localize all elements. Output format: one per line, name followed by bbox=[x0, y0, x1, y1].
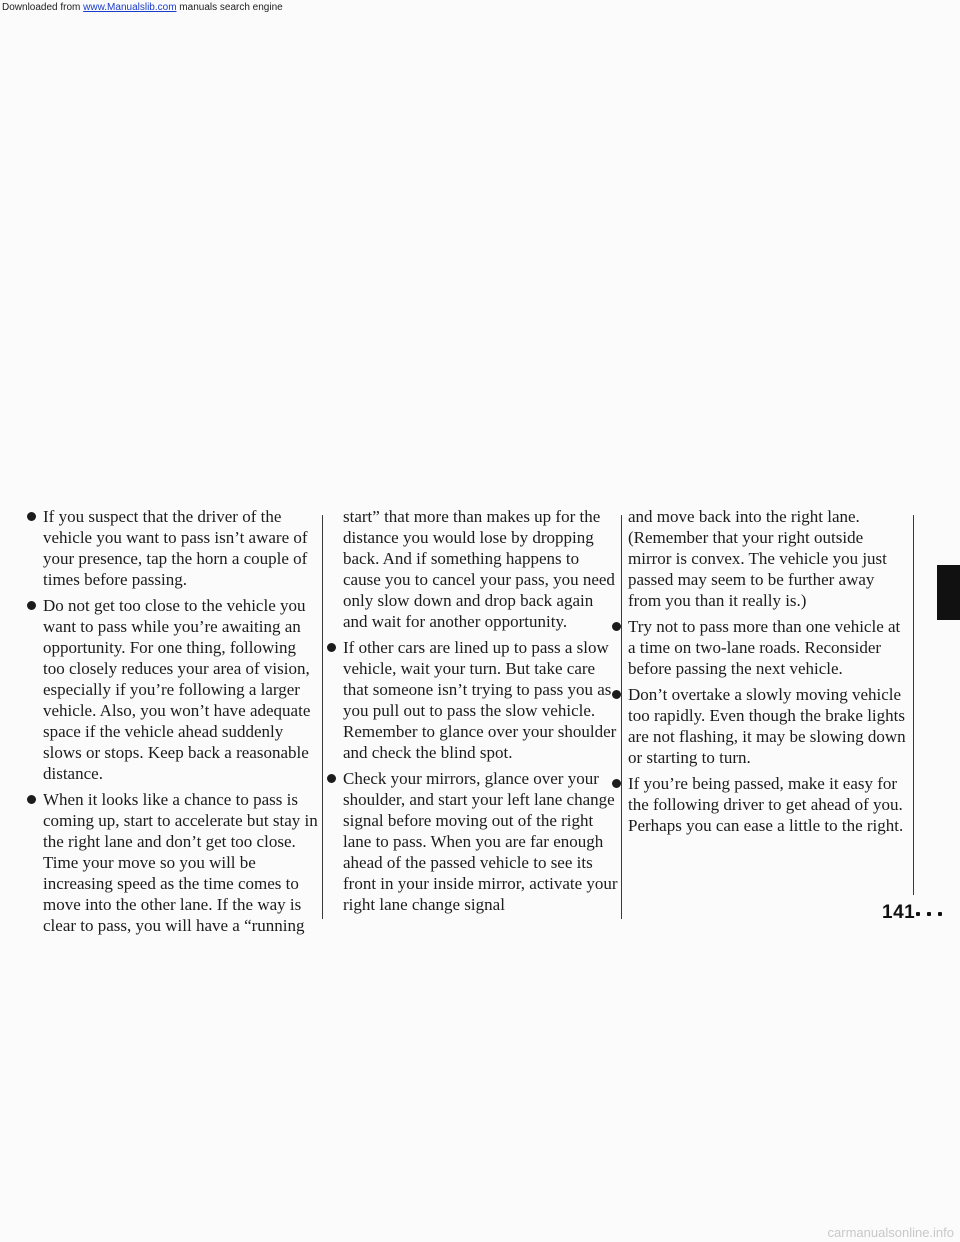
continued-paragraph: and move back into the right lane. (Remember that your right outside mirror is convex. The vehicle you just passed may seem to be further away from you than it really is.) bbox=[628, 507, 887, 610]
section-tab-marker bbox=[937, 565, 960, 620]
bullet-list-3 bbox=[608, 616, 910, 836]
dot bbox=[938, 912, 942, 916]
page-dots bbox=[916, 912, 942, 916]
download-header bbox=[2, 2, 283, 13]
header-prefix: Downloaded from bbox=[2, 2, 84, 13]
watermark: carmanualsonline.info bbox=[827, 1225, 954, 1240]
bullet-item: When it looks like a chance to pass is coming up, start to accelerate but stay in the right lane and don’t get too close. Time your move so you will be increasing speed as the time comes to move into the other lane. If the way is clear to pass, you will have a “running bbox=[23, 789, 321, 936]
bullet-list-2 bbox=[323, 637, 621, 915]
column-divider-3 bbox=[913, 515, 914, 895]
column-1 bbox=[23, 506, 321, 941]
page-number: 141 bbox=[882, 902, 916, 923]
bullet-list-1 bbox=[23, 506, 321, 936]
manualslib-link[interactable]: www.Manualslib.com bbox=[83, 2, 177, 13]
continued-paragraph: start” that more than makes up for the distance you would lose by dropping back. And if something happens to cause you to cancel your pass, you need only slow down and drop back again and wait for another opportunity. bbox=[343, 507, 615, 631]
column-2 bbox=[323, 506, 621, 920]
dot bbox=[927, 912, 931, 916]
bullet-item: If you’re being passed, make it easy for the following driver to get ahead of you. Perhaps you can ease a little to the right. bbox=[608, 773, 910, 836]
bullet-item: If other cars are lined up to pass a slow vehicle, wait your turn. But take care that someone isn’t trying to pass you as you pull out to pass the slow vehicle. Remember to glance over your shoulder and check the blind spot. bbox=[323, 637, 621, 763]
header-suffix: manuals search engine bbox=[176, 2, 283, 13]
column-3 bbox=[608, 506, 910, 841]
bullet-item: Try not to pass more than one vehicle at a time on two-lane roads. Reconsider before passing the next vehicle. bbox=[608, 616, 910, 679]
bullet-item: Check your mirrors, glance over your shoulder, and start your left lane change signal before moving out of the right lane to pass. When you are far enough ahead of the passed vehicle to see its front in your inside mirror, activate your right lane change signal bbox=[323, 768, 621, 915]
dot bbox=[916, 912, 920, 916]
bullet-item: Don’t overtake a slowly moving vehicle too rapidly. Even though the brake lights are not flashing, it may be slowing down or starting to turn. bbox=[608, 684, 910, 768]
bullet-item: If you suspect that the driver of the vehicle you want to pass isn’t aware of your presence, tap the horn a couple of times before passing. bbox=[23, 506, 321, 590]
bullet-item: Do not get too close to the vehicle you want to pass while you’re awaiting an opportunity. For one thing, following too closely reduces your area of vision, especially if you’re following a larger vehicle. Also, you won’t have adequate space if the vehicle ahead suddenly slows or stops. Keep back a reasonable distance. bbox=[23, 595, 321, 784]
